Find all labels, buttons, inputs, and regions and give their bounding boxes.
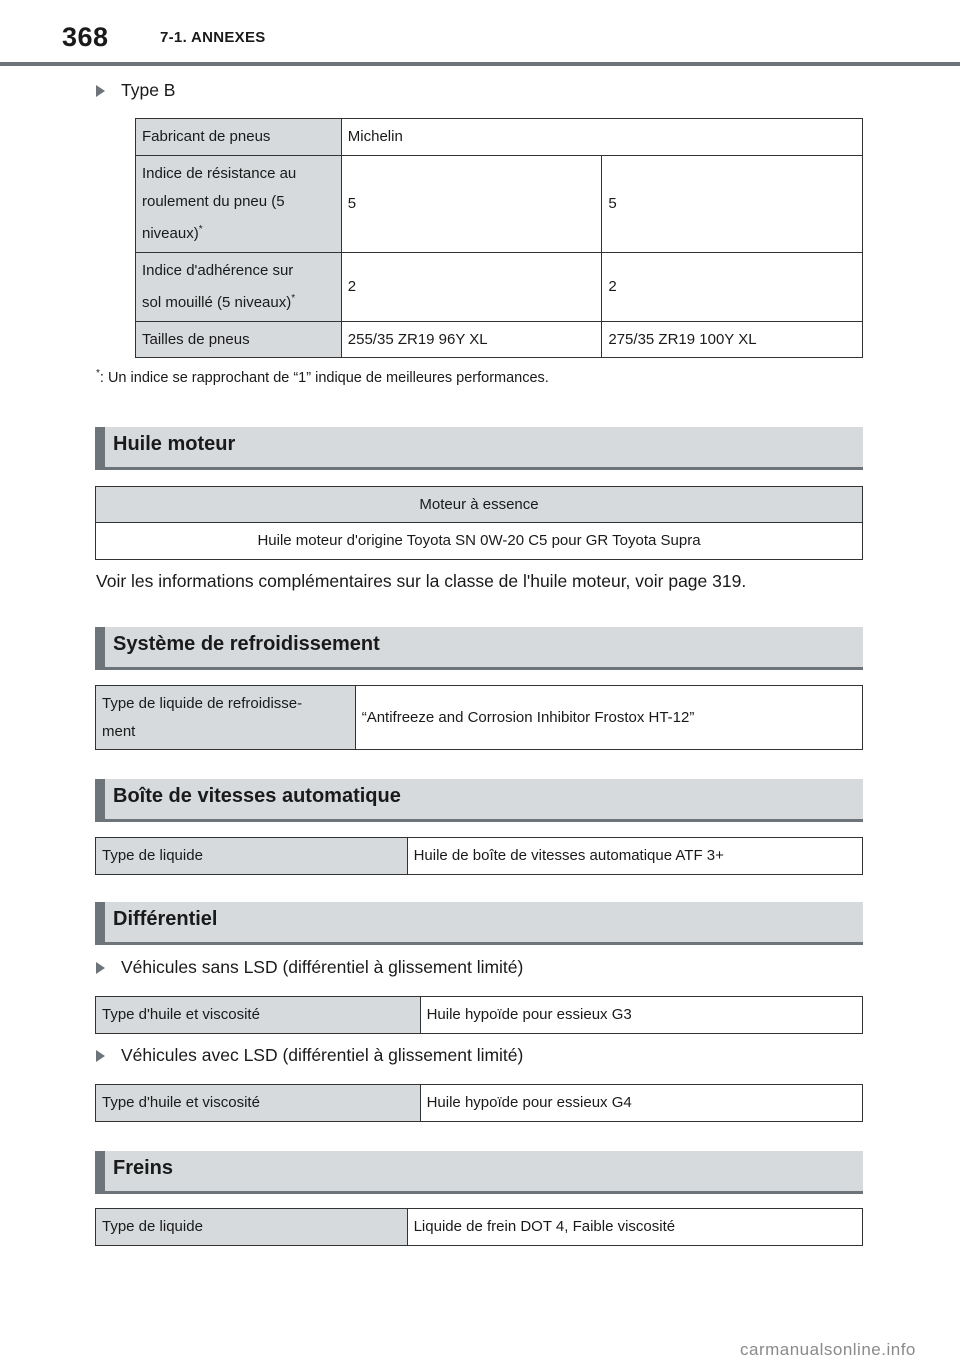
label-line: Indice de résistance au [142,165,297,182]
table-cell-label: Type d'huile et viscosité [96,997,421,1034]
footnote [96,368,549,386]
gearbox-table [95,837,863,875]
table-cell-value: Liquide de frein DOT 4, Faible viscosité [407,1209,862,1246]
heading-text: Système de refroidissement [113,633,380,655]
engine-oil-note: Voir les informations complémentaires sur la classe de l'huile moteur, voir page 319. [96,571,747,591]
table-cell-label: Type d'huile et viscosité [96,1085,421,1122]
cooling-table [95,685,863,750]
footnote-mark: * [96,368,100,379]
label-line: ment [102,722,136,740]
table-cell-value: 2 [341,253,602,322]
table-cell-value: “Antifreeze and Corrosion Inhibitor Frostox HT-12” [355,686,862,750]
table-cell-label: Type de liquide [96,1209,408,1246]
table-cell-value: 5 [341,156,602,253]
watermark: carmanualsonline.info [740,1340,916,1359]
differential-g3-table [95,996,863,1034]
table-row [136,119,863,156]
type-b-bullet [96,80,175,101]
table-cell-label [136,253,342,322]
table-header-cell: Moteur à essence [96,487,863,523]
section-heading-engine-oil [95,427,863,470]
header-divider [0,62,960,66]
table-row [136,156,863,253]
brakes-table [95,1208,863,1246]
table-row [136,322,863,358]
table-cell-label: Tailles de pneus [136,322,342,358]
label-line: sol mouillé (5 niveaux) [142,294,292,311]
table-cell-value: Michelin [341,119,862,156]
table-row [96,1085,863,1122]
heading-text: Freins [113,1157,174,1179]
table-cell-value: 2 [602,253,863,322]
table-cell-value: Huile hypoïde pour essieux G4 [420,1085,862,1122]
footnote-mark: * [291,293,296,304]
table-cell-value: Huile de boîte de vitesses automatique ATF 3+ [407,838,862,875]
heading-text: Boîte de vitesses automatique [113,785,401,807]
heading-text: Huile moteur [113,433,236,455]
table-row [96,997,863,1034]
section-heading-brakes [95,1151,863,1194]
heading-text: Différentiel [113,908,218,930]
with-lsd-bullet [96,1045,523,1066]
section-title: 7-1. ANNEXES [160,29,266,46]
table-cell-value: 5 [602,156,863,253]
differential-g4-table [95,1084,863,1122]
table-cell-label [96,686,356,750]
table-cell-label: Type de liquide [96,838,408,875]
label-line: Type de liquide de refroidisse- [102,694,303,712]
table-cell-value: Huile moteur d'origine Toyota SN 0W-20 C5 pour GR Toyota Supra [96,523,863,560]
table-cell-value: Huile hypoïde pour essieux G3 [420,997,862,1034]
triangle-bullet-icon [96,962,105,974]
section-heading-cooling [95,627,863,670]
table-cell-value: 275/35 ZR19 100Y XL [602,322,863,358]
table-row [96,523,863,560]
triangle-bullet-icon [96,1050,105,1062]
page-header [0,0,960,66]
label-line: niveaux) [142,225,199,242]
footnote-mark: * [198,224,203,235]
table-row [136,253,863,322]
without-lsd-bullet [96,957,523,978]
table-row [96,686,863,750]
triangle-bullet-icon [96,85,105,97]
label-line: Indice d'adhérence sur [142,262,294,279]
table-row [96,487,863,523]
type-b-label: Type B [121,80,176,100]
engine-oil-table [95,486,863,560]
tire-spec-table [135,118,863,358]
table-cell-label [136,156,342,253]
bullet-text: Véhicules sans LSD (différentiel à glissement limité) [121,957,524,977]
table-cell-label: Fabricant de pneus [136,119,342,156]
table-row [96,838,863,875]
table-cell-value: 255/35 ZR19 96Y XL [341,322,602,358]
section-heading-gearbox [95,779,863,822]
bullet-text: Véhicules avec LSD (différentiel à glissement limité) [121,1045,524,1065]
footnote-text: : Un indice se rapprochant de “1” indique de meilleures performances. [99,369,549,386]
label-line: roulement du pneu (5 [142,193,285,210]
table-row [96,1209,863,1246]
section-heading-differential [95,902,863,945]
page-number: 368 [62,22,109,52]
